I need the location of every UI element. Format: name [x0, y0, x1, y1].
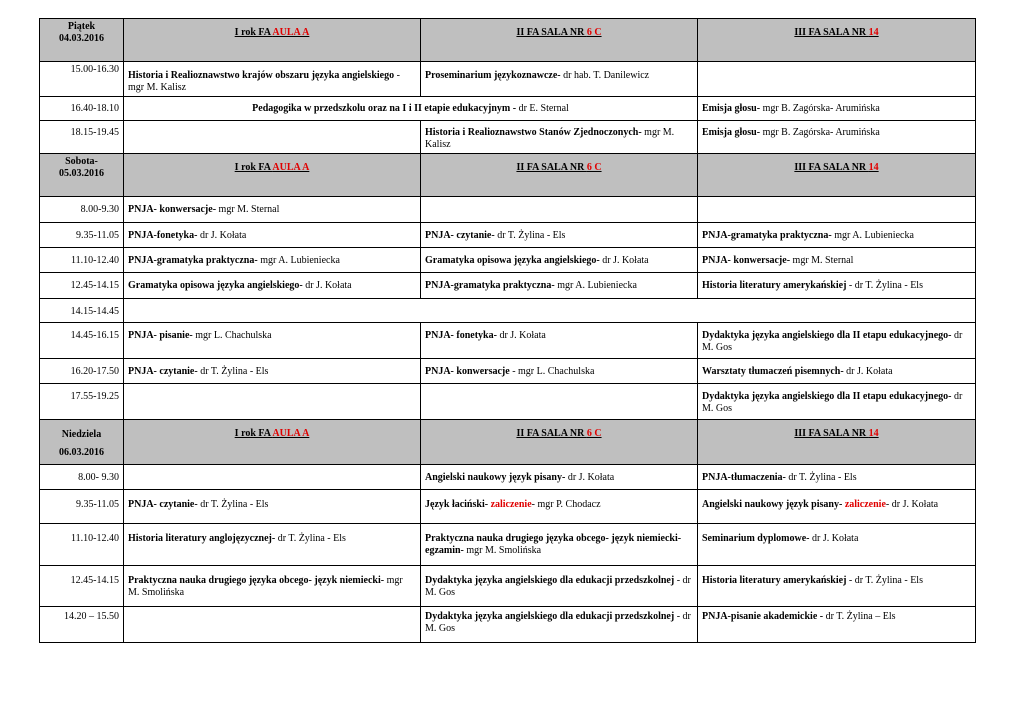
- course-name: PNJA- konwersacje-: [128, 204, 217, 215]
- teacher-name: dr E. Sternal: [516, 103, 569, 114]
- class-cell: [698, 273, 976, 299]
- class-cell: [421, 359, 698, 384]
- course-name: PNJA- konwersacje-: [702, 255, 791, 266]
- teacher-name: dr T. Żylina - Els: [494, 230, 566, 241]
- time-cell: 16.40-18.10: [40, 97, 124, 121]
- class-cell: [124, 384, 421, 420]
- course-name: PNJA-gramatyka praktyczna-: [425, 280, 555, 291]
- credit-label: zaliczenie: [842, 499, 886, 510]
- group-label: I rok FA: [234, 27, 273, 38]
- course-name: Dydaktyka języka angielskiego dla edukacji przedszkolnej: [425, 575, 675, 586]
- class-cell: [421, 248, 698, 273]
- time-cell: 11.10-12.40: [40, 248, 124, 273]
- class-cell: [124, 97, 698, 121]
- course-name: PNJA-gramatyka praktyczna-: [702, 230, 832, 241]
- class-cell: [698, 384, 976, 420]
- teacher-name: dr T. Żylina - Els: [197, 499, 269, 510]
- day-date: 05.03.2016: [59, 168, 104, 179]
- teacher-name: dr J. Kołata: [565, 472, 615, 483]
- course-name: Angielski naukowy język pisany-: [425, 472, 566, 483]
- teacher-name: mgr A. Lubieniecka: [257, 255, 340, 266]
- table-row: [40, 465, 976, 490]
- class-cell: [124, 121, 421, 154]
- day-name: Sobota-: [65, 156, 98, 167]
- course-name: PNJA-pisanie akademickie -: [702, 611, 824, 622]
- class-cell: [421, 384, 698, 420]
- schedule-table: [39, 18, 976, 643]
- teacher-name: dr hab. T. Danilewicz: [560, 70, 650, 81]
- day-date: 04.03.2016: [59, 33, 104, 44]
- room-number: AULA A: [272, 27, 310, 38]
- day-name: Niedziela: [61, 429, 102, 440]
- class-cell: [124, 465, 421, 490]
- course-name: Historia i Realioznawstwo Stanów Zjednoczonych-: [425, 127, 642, 138]
- course-name: PNJA- czytanie-: [128, 366, 198, 377]
- room-number: 6 C: [586, 27, 602, 38]
- class-cell: [124, 248, 421, 273]
- class-cell: [124, 273, 421, 299]
- table-row: [40, 323, 976, 359]
- day-cell: [40, 19, 124, 62]
- course-name: Angielski naukowy język pisany-: [702, 499, 843, 510]
- teacher-name: - dr T. Żylina - Els: [846, 575, 923, 586]
- course-name: Dydaktyka języka angielskiego dla edukacji przedszkolnej: [425, 611, 675, 622]
- class-cell: [124, 62, 421, 97]
- class-cell: [421, 607, 698, 643]
- course-name: Proseminarium językoznawcze-: [425, 70, 561, 81]
- table-row: [40, 273, 976, 299]
- course-name: Dydaktyka języka angielskiego dla II etapu edukacyjnego-: [702, 330, 952, 341]
- time-cell: 14.20 – 15.50: [40, 607, 124, 643]
- table-row: [40, 524, 976, 566]
- class-cell: [124, 197, 421, 223]
- table-row: [40, 197, 976, 223]
- class-cell: [698, 566, 976, 607]
- class-cell: [124, 566, 421, 607]
- time-cell: 14.15-14.45: [40, 299, 124, 323]
- day-date: 06.03.2016: [59, 447, 104, 458]
- class-cell: [698, 607, 976, 643]
- time-cell: 11.10-12.40: [40, 524, 124, 566]
- class-cell: [124, 524, 421, 566]
- table-row: [40, 223, 976, 248]
- course-name: PNJA- fonetyka-: [425, 330, 497, 341]
- course-name: Praktyczna nauka drugiego języka obcego- język niemiecki-: [128, 575, 385, 586]
- course-name: Historia literatury anglojęzycznej-: [128, 533, 276, 544]
- course-name: PNJA- konwersacje: [425, 366, 510, 377]
- course-name: Gramatyka opisowa języka angielskiego-: [128, 280, 303, 291]
- teacher-name: - dr M. Gos: [425, 611, 691, 634]
- teacher-name: mgr M. Smolińska: [463, 545, 542, 556]
- teacher-name: dr M. Gos: [702, 391, 963, 414]
- teacher-name: dr J. Kołata: [197, 230, 247, 241]
- course-name: PNJA-tłumaczenia-: [702, 472, 786, 483]
- day-name: Piątek: [67, 21, 96, 32]
- time-cell: 18.15-19.45: [40, 121, 124, 154]
- teacher-name: - mgr P. Chodacz: [531, 499, 601, 510]
- class-cell: [698, 223, 976, 248]
- teacher-name: mgr M. Smolińska: [128, 575, 403, 598]
- course-name: PNJA- pisanie-: [128, 330, 193, 341]
- room-number: 14: [868, 428, 879, 439]
- table-row: [40, 359, 976, 384]
- class-cell: [698, 248, 976, 273]
- group-label: III FA SALA NR: [794, 428, 869, 439]
- table-row: [40, 607, 976, 643]
- teacher-name: mgr M. Sternal: [790, 255, 854, 266]
- course-name: Emisja głosu-: [702, 103, 761, 114]
- class-cell: [421, 223, 698, 248]
- class-cell: [124, 323, 421, 359]
- class-cell: [124, 359, 421, 384]
- course-name: PNJA-fonetyka-: [128, 230, 198, 241]
- group-label: I rok FA: [234, 428, 273, 439]
- teacher-name: mgr A. Lubieniecka: [554, 280, 637, 291]
- table-row: [40, 62, 976, 97]
- time-cell: 15.00-16.30: [40, 62, 124, 97]
- table-row: [40, 97, 976, 121]
- teacher-name: dr J. Kołata: [809, 533, 859, 544]
- table-row: [40, 566, 976, 607]
- room-header-2: [421, 19, 698, 62]
- teacher-name: dr M. Gos: [702, 330, 963, 353]
- teacher-name: mgr M. Sternal: [216, 204, 280, 215]
- class-cell: [421, 465, 698, 490]
- teacher-name: mgr B. Zagórska- Arumińska: [760, 103, 880, 114]
- class-cell: [421, 273, 698, 299]
- class-cell: [698, 524, 976, 566]
- room-header-3: [698, 19, 976, 62]
- time-cell: 17.55-19.25: [40, 384, 124, 420]
- course-name: Pedagogika w przedszkolu oraz na I i II etapie edukacyjnym -: [252, 103, 517, 114]
- room-number: AULA A: [272, 428, 310, 439]
- teacher-name: mgr M. Kalisz: [425, 127, 675, 150]
- course-name: Historia literatury amerykańskiej: [702, 280, 847, 291]
- teacher-name: dr T. Żylina - Els: [785, 472, 857, 483]
- time-cell: 8.00- 9.30: [40, 465, 124, 490]
- teacher-name: mgr L. Chachulska: [192, 330, 272, 341]
- teacher-name: dr T. Żylina – Els: [823, 611, 896, 622]
- table-row: [40, 299, 976, 323]
- room-header-1: [124, 154, 421, 197]
- course-name: Dydaktyka języka angielskiego dla II etapu edukacyjnego-: [702, 391, 952, 402]
- class-cell: [421, 62, 698, 97]
- table-row: [40, 248, 976, 273]
- group-label: III FA SALA NR: [794, 27, 869, 38]
- credit-label: zaliczenie: [488, 499, 532, 510]
- course-name: Seminarium dyplomowe-: [702, 533, 810, 544]
- room-header-3: [698, 154, 976, 197]
- class-cell: [421, 323, 698, 359]
- table-row: [40, 121, 976, 154]
- group-label: II FA SALA NR: [516, 27, 587, 38]
- teacher-name: dr T. Żylina - Els: [275, 533, 346, 544]
- course-name: Emisja głosu-: [702, 127, 761, 138]
- course-name: PNJA- czytanie-: [128, 499, 198, 510]
- course-name: Gramatyka opisowa języka angielskiego-: [425, 255, 600, 266]
- room-header-1: [124, 19, 421, 62]
- course-name: Warsztaty tłumaczeń pisemnych-: [702, 366, 844, 377]
- class-cell: [698, 323, 976, 359]
- room-number: AULA A: [272, 162, 310, 173]
- time-cell: 9.35-11.05: [40, 223, 124, 248]
- teacher-name: - mgr L. Chachulska: [509, 366, 595, 377]
- class-cell: [421, 121, 698, 154]
- course-name: Historia literatury amerykańskiej: [702, 575, 847, 586]
- time-cell: 14.45-16.15: [40, 323, 124, 359]
- class-cell: [421, 566, 698, 607]
- teacher-name: dr J. Kołata: [302, 280, 352, 291]
- teacher-name: - mgr M. Kalisz: [128, 70, 400, 93]
- teacher-name: dr J. Kołata: [599, 255, 649, 266]
- class-cell: [698, 359, 976, 384]
- class-cell: [124, 607, 421, 643]
- day-cell: [40, 154, 124, 197]
- course-name: PNJA- czytanie-: [425, 230, 495, 241]
- time-cell: 12.45-14.15: [40, 566, 124, 607]
- class-cell: [124, 223, 421, 248]
- table-row: [40, 384, 976, 420]
- header-row-friday: [40, 19, 976, 62]
- room-number: 14: [868, 27, 879, 38]
- class-cell: [698, 490, 976, 524]
- room-number: 6 C: [586, 162, 602, 173]
- class-cell: [698, 97, 976, 121]
- header-row-saturday: [40, 154, 976, 197]
- group-label: II FA SALA NR: [516, 162, 587, 173]
- teacher-name: - dr M. Gos: [425, 575, 691, 598]
- table-row: [40, 490, 976, 524]
- teacher-name: - dr J. Kołata: [885, 499, 939, 510]
- day-cell: [40, 420, 124, 465]
- teacher-name: mgr B. Zagórska- Arumińska: [760, 127, 880, 138]
- teacher-name: dr J. Kołata: [496, 330, 546, 341]
- class-cell: [421, 524, 698, 566]
- room-header-3: [698, 420, 976, 465]
- room-header-2: [421, 154, 698, 197]
- teacher-name: dr J. Kołata: [843, 366, 893, 377]
- teacher-name: dr T. Żylina - Els: [197, 366, 269, 377]
- class-cell: [124, 490, 421, 524]
- room-header-1: [124, 420, 421, 465]
- time-cell: 12.45-14.15: [40, 273, 124, 299]
- class-cell: [698, 62, 976, 97]
- group-label: II FA SALA NR: [516, 428, 587, 439]
- room-number: 14: [868, 162, 879, 173]
- time-cell: 8.00-9.30: [40, 197, 124, 223]
- class-cell: [698, 121, 976, 154]
- class-cell: [421, 490, 698, 524]
- class-cell: [698, 197, 976, 223]
- course-name: Historia i Realioznawstwo krajów obszaru języka angielskiego: [128, 70, 395, 81]
- time-cell: 16.20-17.50: [40, 359, 124, 384]
- room-header-2: [421, 420, 698, 465]
- teacher-name: - dr T. Żylina - Els: [846, 280, 923, 291]
- course-name: Język łaciński-: [425, 499, 489, 510]
- teacher-name: mgr A. Lubieniecka: [831, 230, 914, 241]
- room-number: 6 C: [586, 428, 602, 439]
- class-cell: [421, 197, 698, 223]
- header-row-sunday: [40, 420, 976, 465]
- break-cell: [124, 299, 976, 323]
- group-label: I rok FA: [234, 162, 273, 173]
- course-name: PNJA-gramatyka praktyczna-: [128, 255, 258, 266]
- course-name: Praktyczna nauka drugiego języka obcego- język niemiecki- egzamin-: [425, 533, 682, 556]
- group-label: III FA SALA NR: [794, 162, 869, 173]
- time-cell: 9.35-11.05: [40, 490, 124, 524]
- class-cell: [698, 465, 976, 490]
